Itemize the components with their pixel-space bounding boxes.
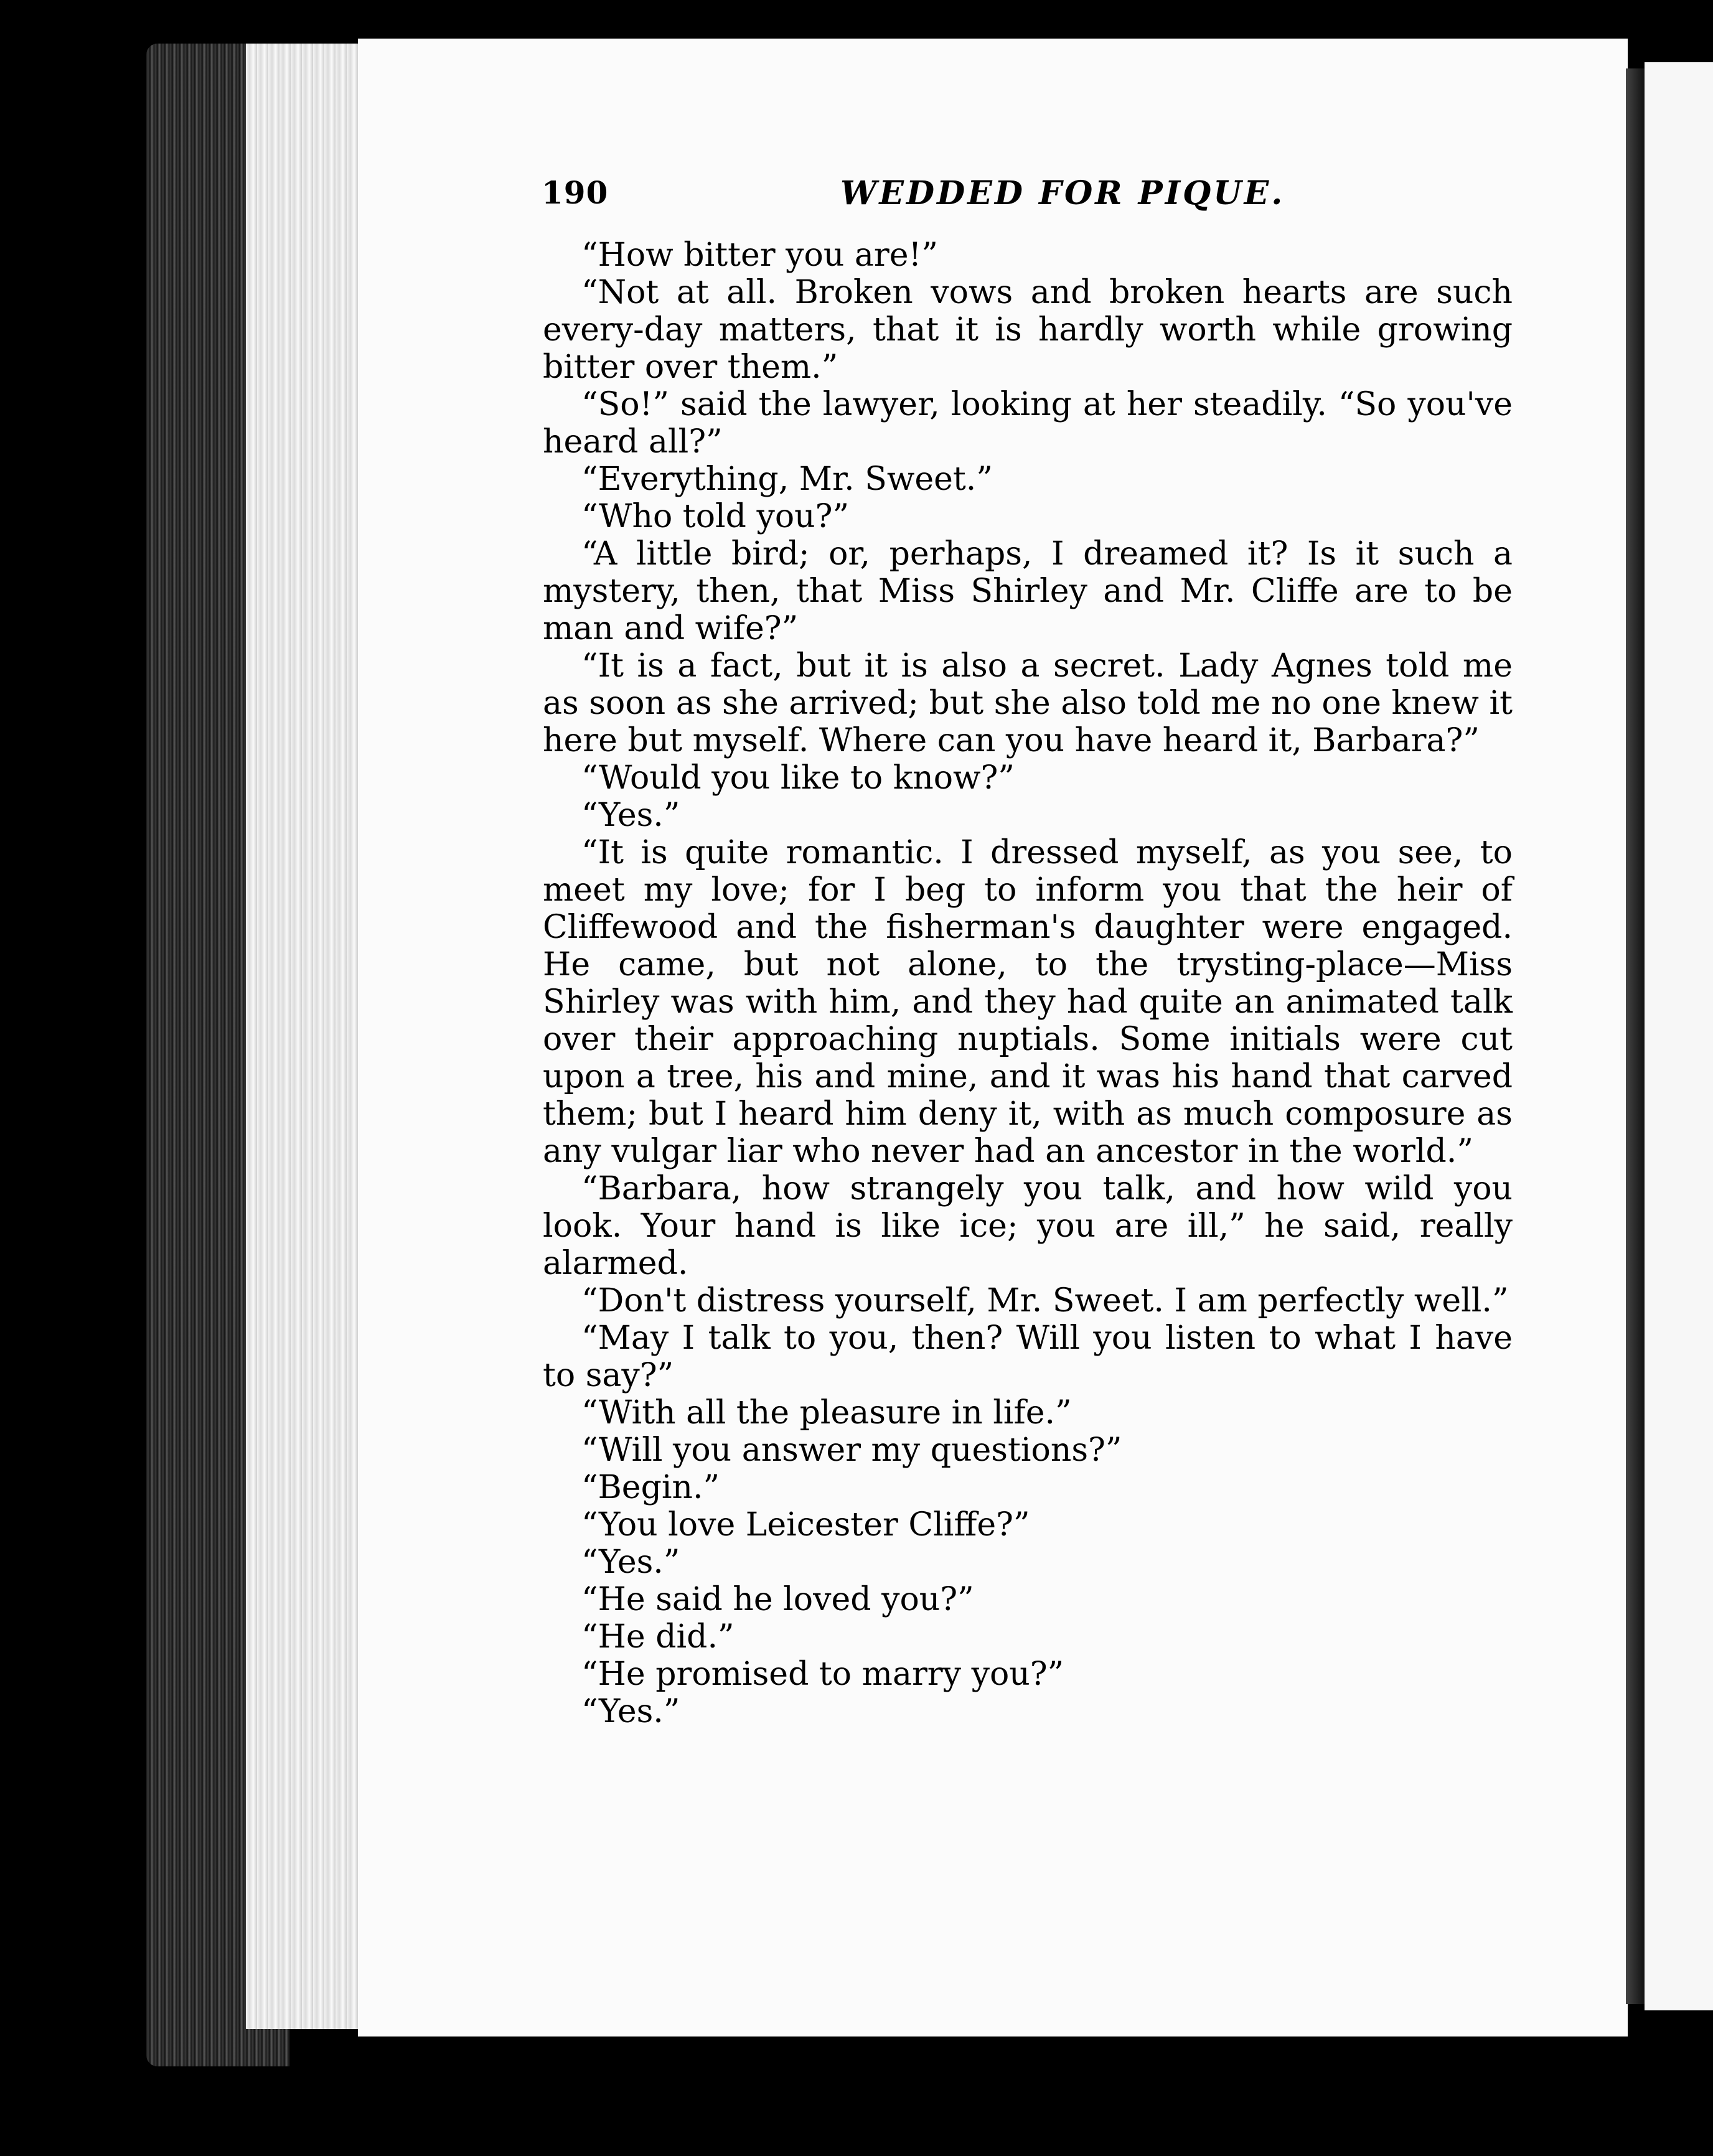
paragraph: “A little bird; or, perhaps, I dreamed it? Is it such a mystery, then, that Miss Shirley and Mr. Cliffe are to be man and wife?” <box>543 535 1513 647</box>
paragraph: “Would you like to know?” <box>581 759 1015 797</box>
paragraph: “He promised to marry you?” <box>581 1656 1064 1693</box>
paragraph: “Barbara, how strangely you talk, and how wild you look. Your hand is like ice; you are ill,” he said, really alarmed. <box>543 1170 1513 1282</box>
paragraph: “It is a fact, but it is also a secret. Lady Agnes told me as soon as she arrived; but she also told me no one knew it here but myself. Where can you have heard it, Barbara?” <box>543 647 1513 759</box>
paragraph: “It is quite romantic. I dressed myself, as you see, to meet my love; for I beg to inform you that the heir of Cliffewood and the fisherman's daughter were engaged. He came, but not alone, to the trysting-place—Miss Shirley was with him, and they had quite an animated talk over their approaching nuptials. Some initials were cut upon a tree, his and mine, and it was his hand that carved them; but I heard him deny it, with as much composure as any vulgar liar who never had an ancestor in the world.” <box>543 834 1513 1170</box>
paragraph: “Yes.” <box>581 1693 680 1730</box>
paragraph: “Begin.” <box>581 1469 720 1506</box>
body-text <box>543 237 1513 1730</box>
paragraph: “He did.” <box>581 1618 734 1656</box>
page-number: 190 <box>542 174 609 211</box>
page-header <box>542 174 1513 224</box>
paragraph: “Everything, Mr. Sweet.” <box>581 461 993 498</box>
paragraph: “Yes.” <box>581 1544 680 1581</box>
gutter-shadow <box>1626 68 1645 2004</box>
paragraph: “Will you answer my questions?” <box>581 1432 1122 1469</box>
running-title: WEDDED FOR PIQUE. <box>840 174 1285 212</box>
paragraph: “May I talk to you, then? Will you listen to what I have to say?” <box>543 1319 1513 1394</box>
paragraph: “You love Leicester Cliffe?” <box>581 1506 1030 1544</box>
page-stack-edges <box>246 44 364 2029</box>
paragraph: “He said he loved you?” <box>581 1581 974 1618</box>
paragraph: “Not at all. Broken vows and broken hearts are such every-day matters, that it is hardly worth while growing bitter over them.” <box>543 274 1513 386</box>
paragraph: “So!” said the lawyer, looking at her steadily. “So you've heard all?” <box>543 386 1513 461</box>
paragraph: “With all the pleasure in life.” <box>581 1394 1072 1432</box>
facing-page-edge <box>1645 62 1713 2010</box>
paragraph: “Don't distress yourself, Mr. Sweet. I am perfectly well.” <box>581 1282 1509 1319</box>
paragraph: “Who told you?” <box>581 498 850 535</box>
paragraph: “Yes.” <box>581 797 680 834</box>
paragraph: “How bitter you are!” <box>581 237 938 274</box>
